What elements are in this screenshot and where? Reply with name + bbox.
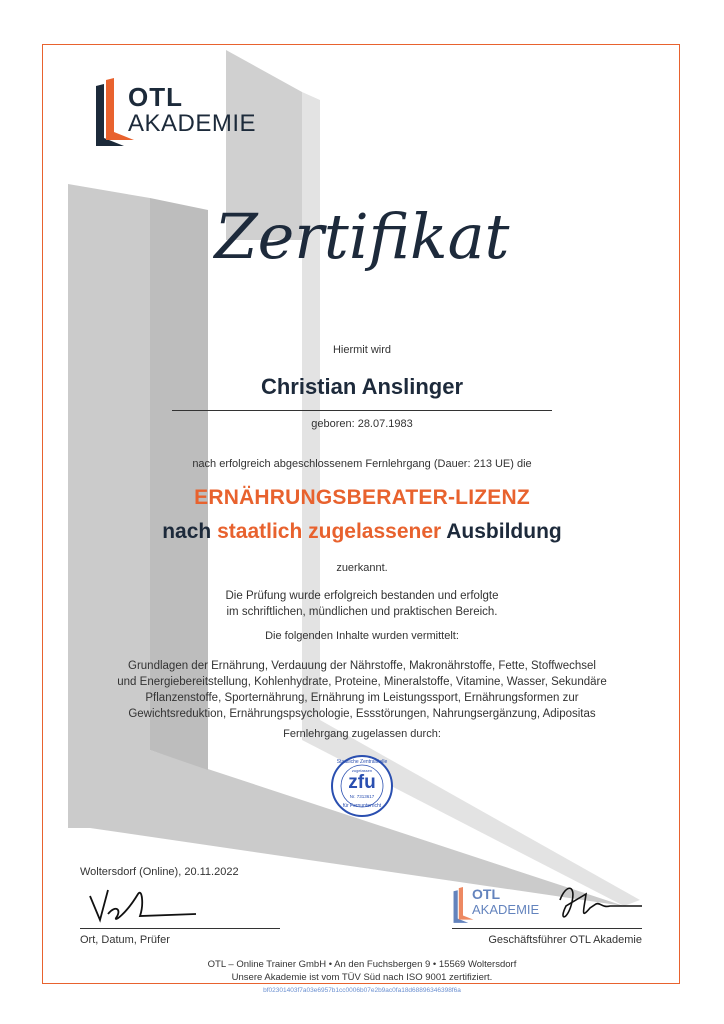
footer-iso: Unsere Akademie ist vom TÜV Süd nach ISO 9001 zertifiziert. [231, 972, 493, 983]
company-footer [0, 958, 724, 997]
contents-line-1: Grundlagen der Ernährung, Verdauung der Nährstoffe, Makronährstoffe, Fette, Stoffwechsel [128, 660, 596, 672]
ceo-signature-line [452, 928, 642, 929]
exam-line-2: im schriftlichen, mündlichen und praktischen Bereich. [226, 606, 498, 618]
examiner-signature-line [80, 928, 280, 929]
awarded-text: zuerkannt. [336, 562, 388, 574]
license-title: ERNÄHRUNGSBERATER-LIZENZ [194, 486, 530, 509]
birth-date: geboren: 28.07.1983 [311, 418, 413, 430]
ceo-logo-stamp [452, 886, 564, 926]
license-subtitle [0, 520, 724, 544]
footer-address: OTL – Online Trainer GmbH • An den Fuchsbergen 9 • 15569 Woltersdorf [207, 959, 517, 970]
seal-center: zfu [348, 772, 376, 793]
logo-mark-icon-small [452, 886, 474, 926]
name-underline [172, 410, 552, 411]
footer-hash: bf02301403f7a03e6957b1cc0006b07e2b9ac0fa18d68896346398f6a [263, 987, 461, 994]
contents-line-4: Gewichtsreduktion, Ernährungspsychologie, Essstörungen, Nahrungsergänzung, Adipositas [128, 708, 596, 720]
seal-mid-text: zugelassen [351, 768, 373, 773]
zfu-seal [330, 754, 394, 823]
license-subtitle-c: Ausbildung [441, 520, 562, 543]
recipient-name: Christian Anslinger [260, 374, 464, 399]
examiner-caption: Ort, Datum, Prüfer [80, 934, 170, 946]
contents-intro: Die folgenden Inhalte wurden vermittelt: [265, 630, 459, 642]
license-subtitle-a: nach [162, 520, 218, 543]
ceo-caption: Geschäftsführer OTL Akademie [488, 934, 642, 946]
ceo-signature [556, 880, 646, 924]
contents-list [0, 658, 724, 722]
license-subtitle-b: staatlich zugelassener [217, 520, 442, 543]
certificate-title: Zertifikat [214, 200, 510, 273]
contents-line-2: und Energiebereitstellung, Kohlenhydrate, Proteine, Mineralstoffe, Vitamine, Wasser, Sekundäre [117, 676, 607, 688]
logo-text-akademie: AKADEMIE [128, 110, 257, 137]
logo-text-otl: OTL [128, 82, 183, 112]
contents-line-3: Pflanzenstoffe, Sporternährung, Ernährung im Leistungssport, Ernährungsformen zur [145, 692, 579, 704]
logo-stamp-akademie: AKADEMIE [472, 902, 540, 917]
examiner-signature [86, 884, 206, 928]
course-description: nach erfolgreich abgeschlossenem Fernlehrgang (Dauer: 213 UE) die [192, 458, 532, 470]
certificate-frame [42, 44, 680, 984]
approved-by-text: Fernlehrgang zugelassen durch: [283, 728, 441, 740]
place-date: Woltersdorf (Online), 20.11.2022 [80, 866, 239, 878]
intro-text: Hiermit wird [332, 344, 392, 356]
otl-logo [94, 76, 274, 152]
exam-line-1: Die Prüfung wurde erfolgreich bestanden und erfolgte [225, 590, 499, 602]
seal-top-text: Staatliche Zentralstelle [336, 759, 388, 765]
seal-bottom-text: für Fernunterricht [342, 803, 382, 809]
seal-number: Nr. 7313617 [349, 794, 375, 799]
exam-text [0, 588, 724, 620]
logo-stamp-otl: OTL [472, 886, 500, 902]
